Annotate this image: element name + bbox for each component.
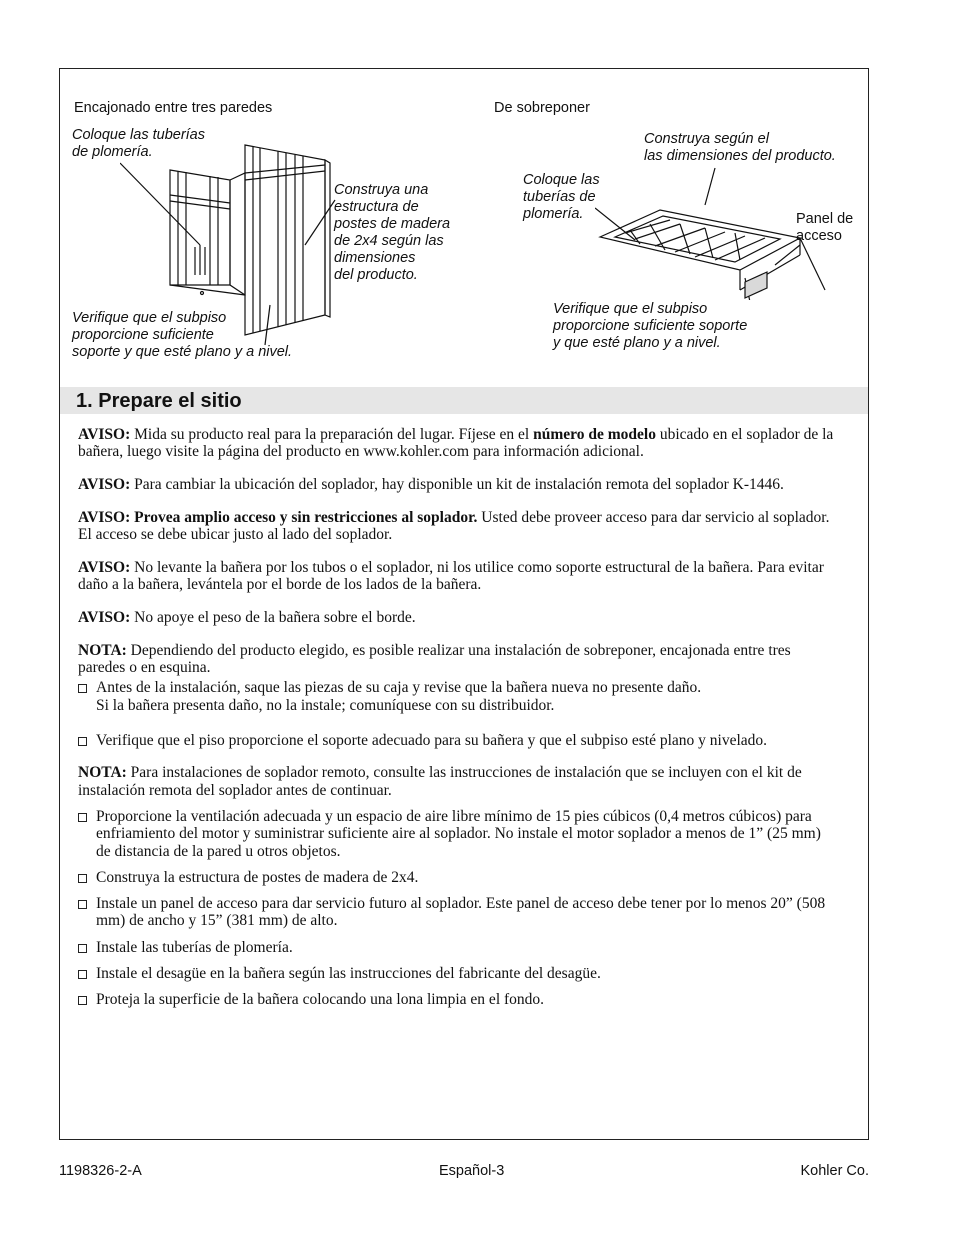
left-frame-label-4: de 2x4 según las [334,233,444,249]
right-subfloor-label-1: Verifique que el subpiso [553,301,708,317]
notice-paragraph-2 [78,476,838,493]
notice-label: AVISO: [78,508,131,526]
right-plumbing-label-3: plomería. [523,206,584,222]
notice-paragraph-5 [78,609,838,626]
right-plumbing-label-1: Coloque las [523,172,600,188]
notice-text: Para cambiar la ubicación del soplador, hay disponible un kit de instalación remota del soplador K-1446. [130,476,784,494]
note-paragraph-1 [78,642,838,677]
checkbox-icon [78,813,87,822]
checklist-item [78,732,838,749]
note-text: Para instalaciones de soplador remoto, consulte las instrucciones de instalación que se incluyen con el kit de instalación remota del soplador antes de continuar. [78,764,802,799]
note-text: Dependiendo del producto elegido, es posible realizar una instalación de sobreponer, encajonada entre tres paredes o en esquina. [78,641,791,677]
right-panel-label-2: acceso [796,228,842,244]
notice-text: ubicado en el soplador de la bañera, luego visite la página del producto en www.kohler.com para información adicional. [78,426,834,461]
checklist-item-text: Proteja la superficie de la bañera colocando una lona limpia en el fondo. [96,991,545,1009]
right-figure-title: De sobreponer [494,100,590,116]
right-build-label-1: Construya según el [644,131,769,147]
right-build-label-2: las dimensiones del producto. [644,148,836,164]
left-subfloor-label-1: Verifique que el subpiso [72,310,227,326]
checkbox-icon [78,874,87,883]
checklist-item-text: Antes de la instalación, saque las piezas de su caja y revise que la bañera nueva no presente daño. [96,679,702,697]
checklist-item [78,895,838,930]
alcove-framing-illustration [120,135,340,360]
checklist-item-text: Instale un panel de acceso para dar servicio futuro al soplador. Este panel de acceso debe tener por lo menos 20” (508 mm) de ancho y 15” (381 mm) de alto. [96,895,826,930]
right-plumbing-label-2: tuberías de [523,189,596,205]
right-subfloor-label-2: proporcione suficiente soporte [553,318,748,334]
drop-in-framing-illustration [595,160,830,300]
right-subfloor-label-3: y que esté plano y a nivel. [553,335,721,351]
left-frame-label-6: del producto. [334,267,418,283]
notice-text: No levante la bañera por los tubos o el soplador, ni los utilice como soporte estructural de la bañera. Para evitar daño a la bañera, levántela por el borde de los lados de la bañera. [78,558,824,594]
notice-paragraph-3 [78,509,838,544]
footer-doc-number: 1198326-2-A [59,1163,142,1179]
left-figure-title: Encajonado entre tres paredes [74,100,273,116]
checklist-item-text: Verifique que el piso proporcione el soporte adecuado para su bañera y que el subpiso esté plano y nivelado. [96,732,768,750]
left-plumbing-label-2: de plomería. [72,144,153,160]
checklist-item-text: Si la bañera presenta daño, no la instale; comuníquese con su distribuidor. [96,696,555,714]
checkbox-icon [78,996,87,1005]
left-frame-label-2: estructura de [334,199,419,215]
notice-bold-text: Provea amplio acceso y sin restricciones al soplador. [130,508,478,526]
section-title: 1. Prepare el sitio [76,390,242,412]
notice-text: Usted debe proveer acceso para dar servicio al soplador. El acceso se debe ubicar justo al lado del soplador. [78,508,830,544]
left-frame-label-1: Construya una [334,182,429,198]
checklist-item [78,808,838,860]
checkbox-icon [78,900,87,909]
checklist-item [78,965,838,982]
notice-text: Mida su producto real para la preparación del lugar. Fíjese en el [130,426,534,443]
left-subfloor-label-3: soporte y que esté plano y a nivel. [72,344,293,360]
checklist-item-text: Instale el desagüe en la bañera según las instrucciones del fabricante del desagüe. [96,965,601,983]
note-paragraph-2 [78,764,838,799]
note-label: NOTA: [78,764,127,782]
left-plumbing-label-1: Coloque las tuberías [72,127,205,143]
right-panel-label-1: Panel de [796,211,854,227]
section-header [60,387,868,414]
checklist-item [78,991,838,1008]
left-subfloor-label-2: proporcione suficiente [72,327,214,343]
note-label: NOTA: [78,641,127,659]
checkbox-icon [78,737,87,746]
left-frame-label-3: postes de madera [334,216,451,232]
checklist-item [78,939,838,956]
notice-text: No apoye el peso de la bañera sobre el borde. [130,609,416,627]
left-frame-label-5: dimensiones [334,250,416,266]
checklist-item-text: Proporcione la ventilación adecuada y un espacio de aire libre mínimo de 15 pies cúbicos (0,4 metros cúbicos) para enfriamiento del motor y suministrar suficiente aire al soplador. No instale el motor soplador a menos de 1” (25 mm) de distancia de la pared u otros objetos. [96,807,821,860]
checkbox-icon [78,944,87,953]
notice-paragraph-1 [78,426,838,461]
notice-bold-text: número de modelo [533,426,656,443]
footer-company: Kohler Co. [800,1163,869,1179]
notice-paragraph-4 [78,559,838,594]
checklist-item-text: Instale las tuberías de plomería. [96,938,293,956]
notice-label: AVISO: [78,609,131,627]
checkbox-icon [78,684,87,693]
notice-label: AVISO: [78,426,131,443]
checkbox-icon [78,970,87,979]
footer-page-number: Español-3 [439,1163,505,1179]
checklist-item [78,679,838,714]
notice-label: AVISO: [78,558,131,576]
checklist-item [78,869,838,886]
checklist-item-text: Construya la estructura de postes de madera de 2x4. [96,868,419,886]
instructions-body [78,426,838,1018]
notice-label: AVISO: [78,476,131,494]
